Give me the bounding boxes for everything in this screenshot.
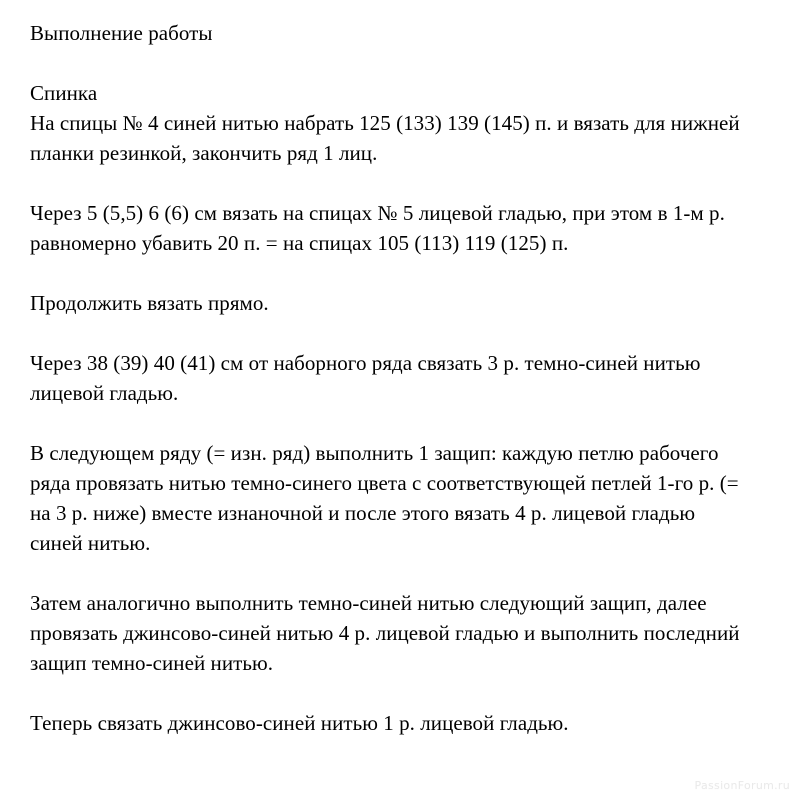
page-title: Выполнение работы xyxy=(30,21,213,45)
paragraph-next-tucks: Затем аналогично выполнить темно-синей нитью следующий защип, далее провязать джинсово-синей нитью 4 р. лицевой гладью и выполнить последний защип темно-синей нитью. xyxy=(30,591,740,675)
part-label-back: Спинка xyxy=(30,81,98,105)
paragraph-denim-blue-row: Теперь связать джинсово-синей нитью 1 р. лицевой гладью. xyxy=(30,711,569,735)
paragraph-first-tuck: В следующем ряду (= изн. ряд) выполнить 1 защип: каждую петлю рабочего ряда провязать нитью темно-синего цвета с соответствующей петлей 1-го р. (= на 3 р. ниже) вместе изнаночной и после этого вязать 4 р. лицевой гладью синей нитью. xyxy=(30,441,739,555)
document-body xyxy=(30,18,746,738)
site-watermark: PassionForum.ru xyxy=(694,779,790,792)
paragraph-cast-on: На спицы № 4 синей нитью набрать 125 (133) 139 (145) п. и вязать для нижней планки резинкой, закончить ряд 1 лиц. xyxy=(30,111,740,165)
paragraph-continue-straight: Продолжить вязать прямо. xyxy=(30,291,269,315)
paragraph-dark-blue-rows: Через 38 (39) 40 (41) см от наборного ряда связать 3 р. темно-синей нитью лицевой гладью. xyxy=(30,351,701,405)
paragraph-stockinette-decrease: Через 5 (5,5) 6 (6) см вязать на спицах № 5 лицевой гладью, при этом в 1-м р. равномерно убавить 20 п. = на спицах 105 (113) 119 (125) п. xyxy=(30,201,725,255)
